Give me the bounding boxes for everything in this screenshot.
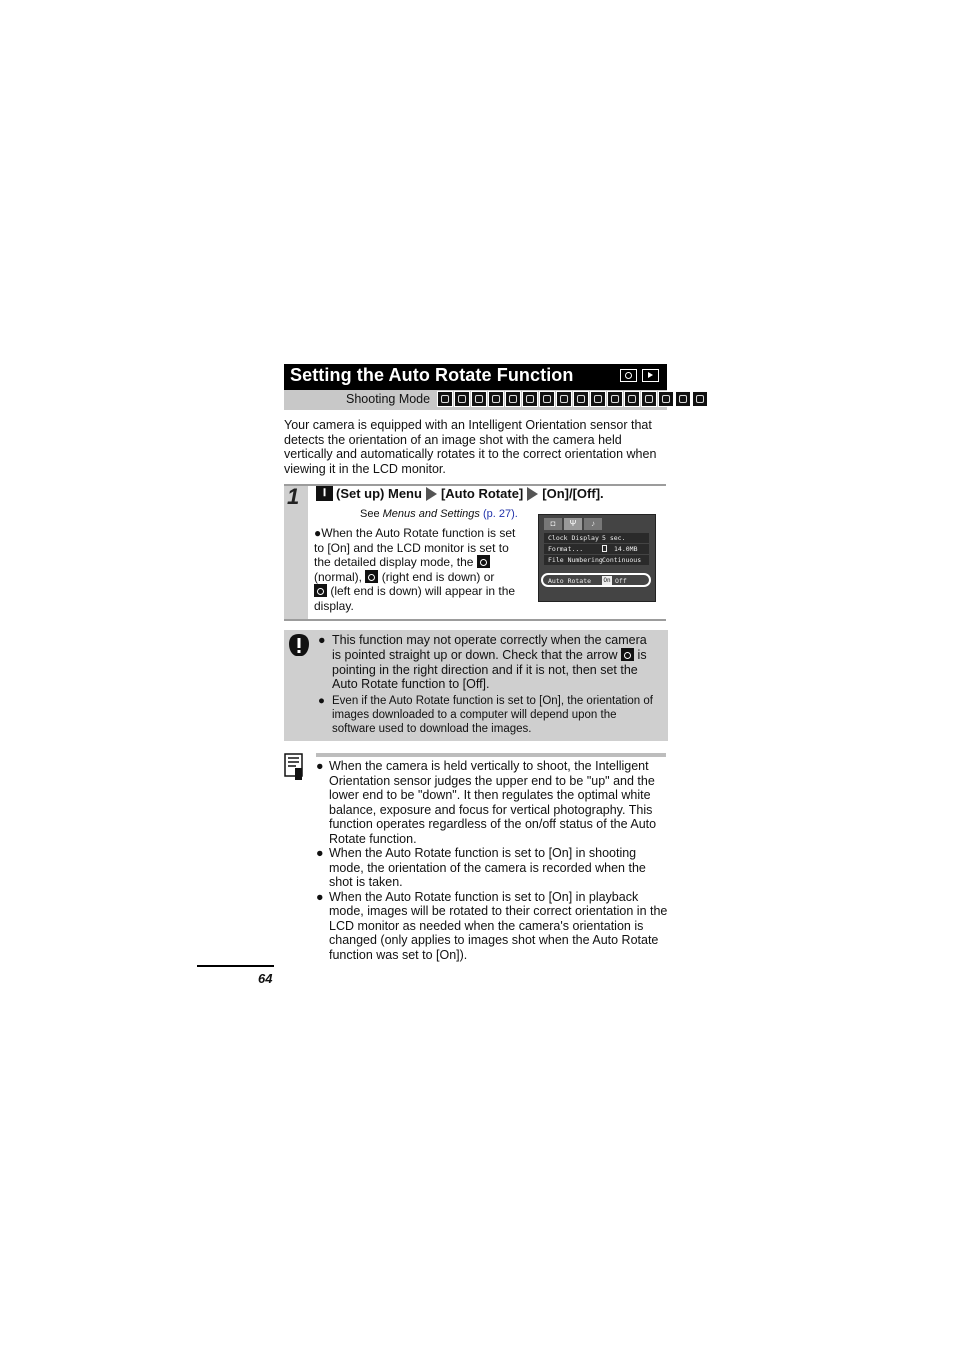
orientation-arrow-icon <box>621 648 634 661</box>
playback-icon <box>642 369 659 382</box>
bullet-dot: ● <box>314 526 322 540</box>
caution-text-a: This function may not operate correctly when the camera is pointed straight up or down. Check that the arrow <box>332 633 647 662</box>
step-heading <box>316 486 604 501</box>
shooting-mode-bar <box>284 390 667 410</box>
note-divider <box>316 753 666 757</box>
lcd-row-label: Auto Rotate <box>548 577 592 585</box>
caution-box <box>284 630 668 741</box>
footer-rule <box>197 965 274 967</box>
stitch-assist-icon <box>522 391 538 407</box>
bullet-dot: ● <box>316 759 324 773</box>
memo-icon <box>284 753 306 781</box>
color-swap-icon <box>505 391 521 407</box>
lcd-row-value: Continuous <box>602 556 642 564</box>
beach-icon <box>658 391 674 407</box>
section-title-bar <box>284 364 667 390</box>
lcd-menu-screenshot <box>538 514 656 602</box>
step-bullet <box>314 526 524 614</box>
caution-text-b: is pointing in the right direction and if it is not, then set the Auto Rotate function to [Off]. <box>332 647 647 692</box>
lcd-row-label: Clock Display <box>548 534 599 542</box>
color-accent-icon <box>488 391 504 407</box>
intro-paragraph: Your camera is equipped with an Intelligent Orientation sensor that detects the orientation of an image shot with the camera held vertically and automatically rotates it to the correct orientation when viewing it in the LCD monitor. <box>284 418 657 476</box>
bullet-text-b: (normal), <box>314 569 363 584</box>
note-text: When the Auto Rotate function is set to [On] in shooting mode, the orientation of the camera is recorded when the shot is taken. <box>329 846 646 889</box>
lcd-on-option: On <box>603 577 611 584</box>
landscape-icon <box>556 391 572 407</box>
step-heading-part2: [Auto Rotate] <box>440 486 524 501</box>
arrow-right-icon <box>527 487 538 501</box>
lcd-tab-camera-icon: ◘ <box>544 518 562 530</box>
lcd-row-value: 5 sec. <box>602 534 626 542</box>
camera-icon <box>620 369 637 382</box>
lcd-tab-setup-icon: Ψ <box>564 518 582 530</box>
lcd-row-value: Off <box>615 577 627 585</box>
bullet-dot: ● <box>316 846 324 860</box>
auto-mode-icon <box>437 391 453 407</box>
caution-item <box>318 633 658 692</box>
lcd-tab-mycamera-icon: ♪ <box>584 518 602 530</box>
note-text: When the Auto Rotate function is set to [On] in playback mode, images will be rotated to their correct orientation in the LCD monitor as needed when the camera's orientation is changed (only applies to images shot when the Auto Rotate function was set to [On]). <box>329 889 668 962</box>
page-link[interactable]: (p. 27). <box>482 508 518 520</box>
note-item <box>316 890 668 963</box>
caution-item <box>318 694 658 737</box>
see-reference <box>360 508 518 520</box>
bullet-text-a: When the Auto Rotate function is set to [On] and the LCD monitor is set to the detailed display mode, the <box>314 526 516 570</box>
notes-list <box>316 759 668 962</box>
lcd-highlight-ring <box>541 573 651 587</box>
caution-icon <box>288 633 310 657</box>
manual-mode-icon <box>454 391 470 407</box>
lcd-row-label: File Numbering <box>548 556 603 564</box>
step-heading-part3: [On]/[Off]. <box>542 486 604 501</box>
orientation-left-down-icon <box>314 584 327 597</box>
fireworks-icon <box>675 391 691 407</box>
bullet-text-d: (left end is down) will appear in the display. <box>314 584 516 613</box>
digital-macro-icon <box>471 391 487 407</box>
page-title: Setting the Auto Rotate Function <box>290 365 574 385</box>
memory-card-icon <box>602 545 607 552</box>
step-heading-part1: (Set up) Menu <box>336 486 422 501</box>
night-scene-icon <box>573 391 589 407</box>
lcd-row <box>544 544 649 554</box>
note-text: When the camera is held vertically to shoot, the Intelligent Orientation sensor judges the upper end to be "up" and the lower end to be "down". It then regulates the optimal white balance, exposure and focus for vertical photography. This function operates regardless of the on/off status of the Auto Rotate function. <box>329 759 657 846</box>
step-divider-bottom <box>284 619 666 621</box>
indoor-icon <box>607 391 623 407</box>
arrow-right-icon <box>426 487 437 501</box>
step-number: 1 <box>287 484 300 509</box>
lcd-row <box>544 533 649 543</box>
shooting-mode-label: Shooting Mode <box>346 392 431 406</box>
page-number: 64 <box>258 971 273 986</box>
kids-pets-icon <box>590 391 606 407</box>
bullet-dot: ● <box>318 633 326 647</box>
foliage-icon <box>624 391 640 407</box>
note-item <box>316 846 668 890</box>
setup-menu-icon: 𝚰 <box>316 486 333 501</box>
mode-icon-strip <box>437 391 708 409</box>
lcd-row-value: 14.0MB <box>614 545 638 553</box>
lcd-row-label: Format... <box>548 545 584 553</box>
lcd-tabs <box>544 518 602 530</box>
note-item <box>316 759 668 846</box>
orientation-normal-icon <box>477 555 490 568</box>
portrait-icon <box>539 391 555 407</box>
bullet-dot: ● <box>316 889 324 904</box>
see-prefix: See <box>360 508 383 520</box>
bullet-text-c: (right end is down) or <box>381 569 495 584</box>
caution-text: Even if the Auto Rotate function is set to [On], the orientation of images downloaded to a computer will depend upon the software used to download the images. <box>332 695 653 736</box>
bullet-dot: ● <box>318 695 325 707</box>
see-title: Menus and Settings <box>382 508 480 520</box>
underwater-icon <box>692 391 708 407</box>
orientation-right-down-icon <box>365 570 378 583</box>
snow-icon <box>641 391 657 407</box>
lcd-row <box>544 555 649 565</box>
